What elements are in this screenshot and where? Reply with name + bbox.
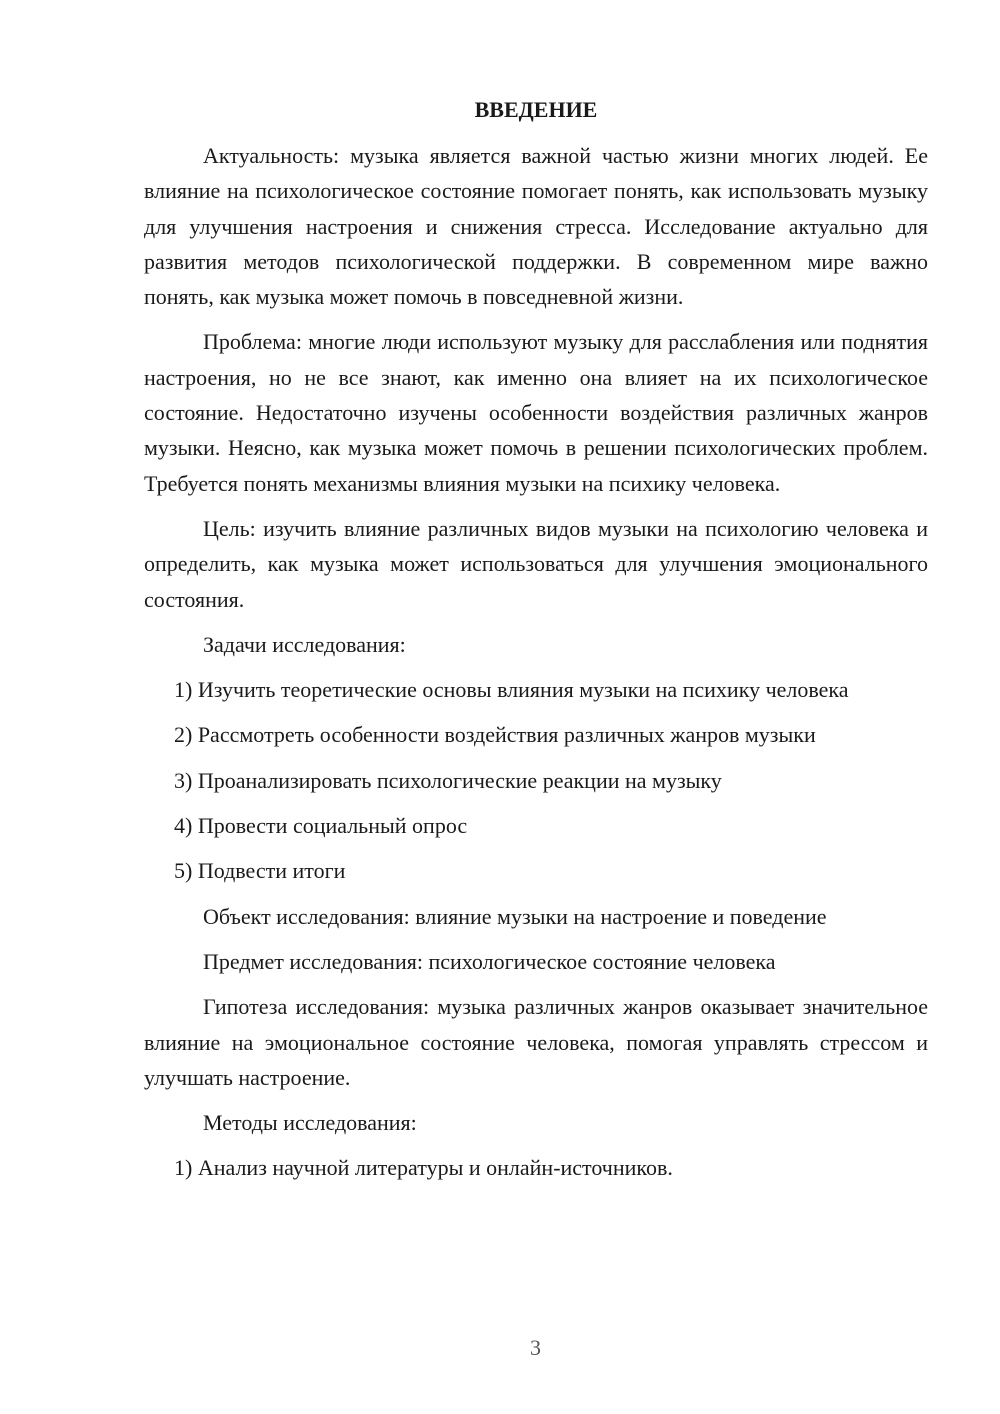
subject-paragraph: Предмет исследования: психологическое состояние человека xyxy=(203,948,776,974)
hypothesis-paragraph: Гипотеза исследования: музыка различных жанров оказывает значительное влияние на эмоциональное состояние человека, помогая управлять стрессом и улучшать настроение. xyxy=(144,994,928,1090)
relevance-paragraph: Актуальность: музыка является важной частью жизни многих людей. Ее влияние на психологическое состояние помогает понять, как использовать музыку для улучшения настроения и снижения стресса. Исследование актуально для развития методов психологической поддержки. В современном мире важно понять, как музыка может помочь в повседневной жизни. xyxy=(144,143,928,310)
tasks-heading: Задачи исследования: xyxy=(203,631,406,657)
task-item-5: 5) Подвести итоги xyxy=(174,858,346,884)
page-number: 3 xyxy=(530,1335,541,1360)
task-item-3: 3) Проанализировать психологические реакции на музыку xyxy=(174,767,722,793)
task-item-2: 2) Рассмотреть особенности воздействия различных жанров музыки xyxy=(174,722,816,748)
section-title: ВВЕДЕНИЕ xyxy=(474,97,598,122)
methods-heading: Методы исследования: xyxy=(203,1110,417,1136)
goal-paragraph: Цель: изучить влияние различных видов музыки на психологию человека и определить, как музыка может использоваться для улучшения эмоционального состояния. xyxy=(144,515,928,612)
object-paragraph: Объект исследования: влияние музыки на настроение и поведение xyxy=(203,903,827,929)
problem-paragraph: Проблема: многие люди используют музыку для расслабления или поднятия настроения, но не все знают, как именно она влияет на их психологическое состояние. Недостаточно изучены особенности воздействия различных жанров музыки. Неясно, как музыка может помочь в решении психологических проблем. Требуется понять механизмы влияния музыки на психику человека. xyxy=(144,329,928,496)
task-item-4: 4) Провести социальный опрос xyxy=(174,813,468,839)
method-item-1: 1) Анализ научной литературы и онлайн-источников. xyxy=(174,1155,673,1181)
task-item-1: 1) Изучить теоретические основы влияния музыки на психику человека xyxy=(174,677,849,703)
page-content xyxy=(144,92,928,1196)
